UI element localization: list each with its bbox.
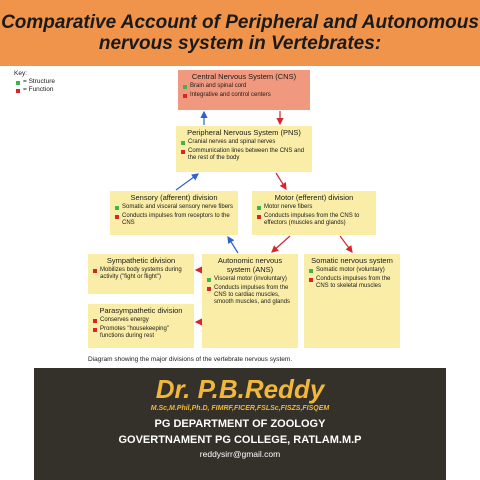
sympathetic-function-text: Mobilizes body systems during activity ("fight or flight") bbox=[100, 267, 182, 280]
cns-function-text: Integrative and control centers bbox=[190, 92, 271, 98]
motor-title: Motor (efferent) division bbox=[274, 193, 354, 202]
author-footer bbox=[34, 368, 446, 480]
arrow-pns-to-motor bbox=[276, 173, 286, 189]
sensory-structure-text: Somatic and visceral sensory nerve fibers bbox=[122, 204, 234, 210]
diagram-caption: Diagram showing the major divisions of the vertebrate nervous system. bbox=[88, 356, 293, 363]
ans-title: Autonomic nervous system (ANS) bbox=[217, 256, 283, 274]
ans-structure-text: Visceral motor (involuntary) bbox=[214, 276, 287, 282]
key-structure-label: = Structure bbox=[23, 78, 55, 85]
parasympathetic-function-1-text: Conserves energy bbox=[100, 317, 149, 323]
key-title: Key: bbox=[14, 70, 28, 77]
somatic-function-text: Conducts impulses from the CNS to skeletal muscles bbox=[316, 276, 391, 289]
somatic-title: Somatic nervous system bbox=[311, 256, 393, 265]
college: GOVERTNAMENT PG COLLEGE, RATLAM.M.P bbox=[118, 434, 362, 446]
cns-title: Central Nervous System (CNS) bbox=[191, 72, 297, 81]
arrow-motor-to-somatic bbox=[340, 236, 352, 252]
somatic-structure-text: Somatic motor (voluntary) bbox=[316, 267, 385, 273]
pns-structure-text: Cranial nerves and spinal nerves bbox=[188, 139, 276, 145]
motor-function-text: Conducts impulses from the CNS to effectors (muscles and glands) bbox=[264, 213, 360, 226]
pns-title: Peripheral Nervous System (PNS) bbox=[187, 128, 301, 137]
sensory-function-text: Conducts impulses from receptors to the CNS bbox=[122, 213, 230, 226]
parasympathetic-title: Parasympathetic division bbox=[99, 306, 183, 315]
arrow-ans-to-sensory bbox=[228, 237, 238, 253]
title-line-1: Comparative Account of Peripheral and Autonomous bbox=[1, 12, 479, 33]
sensory-title: Sensory (afferent) division bbox=[130, 193, 218, 202]
sympathetic-title: Sympathetic division bbox=[106, 256, 176, 265]
author-name: Dr. P.B.Reddy bbox=[155, 374, 325, 404]
pns-function-text: Communication lines between the CNS and the rest of the body bbox=[188, 148, 305, 161]
motor-structure-text: Motor nerve fibers bbox=[264, 204, 313, 210]
title-line-2: nervous system in Vertebrates: bbox=[98, 33, 382, 54]
ans-function-text: Conducts impulses from the CNS to cardiac muscles, smooth muscles, and glands bbox=[214, 285, 291, 305]
arrow-sensory-to-pns bbox=[176, 174, 198, 190]
author-email: reddysirr@gmail.com bbox=[199, 449, 281, 459]
department: PG DEPARTMENT OF ZOOLOGY bbox=[154, 418, 326, 430]
cns-structure-text: Brain and spinal cord bbox=[190, 83, 247, 89]
parasympathetic-function-2-text: Promotes "housekeeping" functions during rest bbox=[100, 326, 169, 339]
arrow-motor-to-ans bbox=[272, 236, 290, 252]
key-function-label: = Function bbox=[23, 86, 54, 93]
author-qualifications: M.Sc,M.Phil,Ph.D, FIMRF,FICER,FSLSc,FISZS,FISQEM bbox=[150, 405, 330, 412]
